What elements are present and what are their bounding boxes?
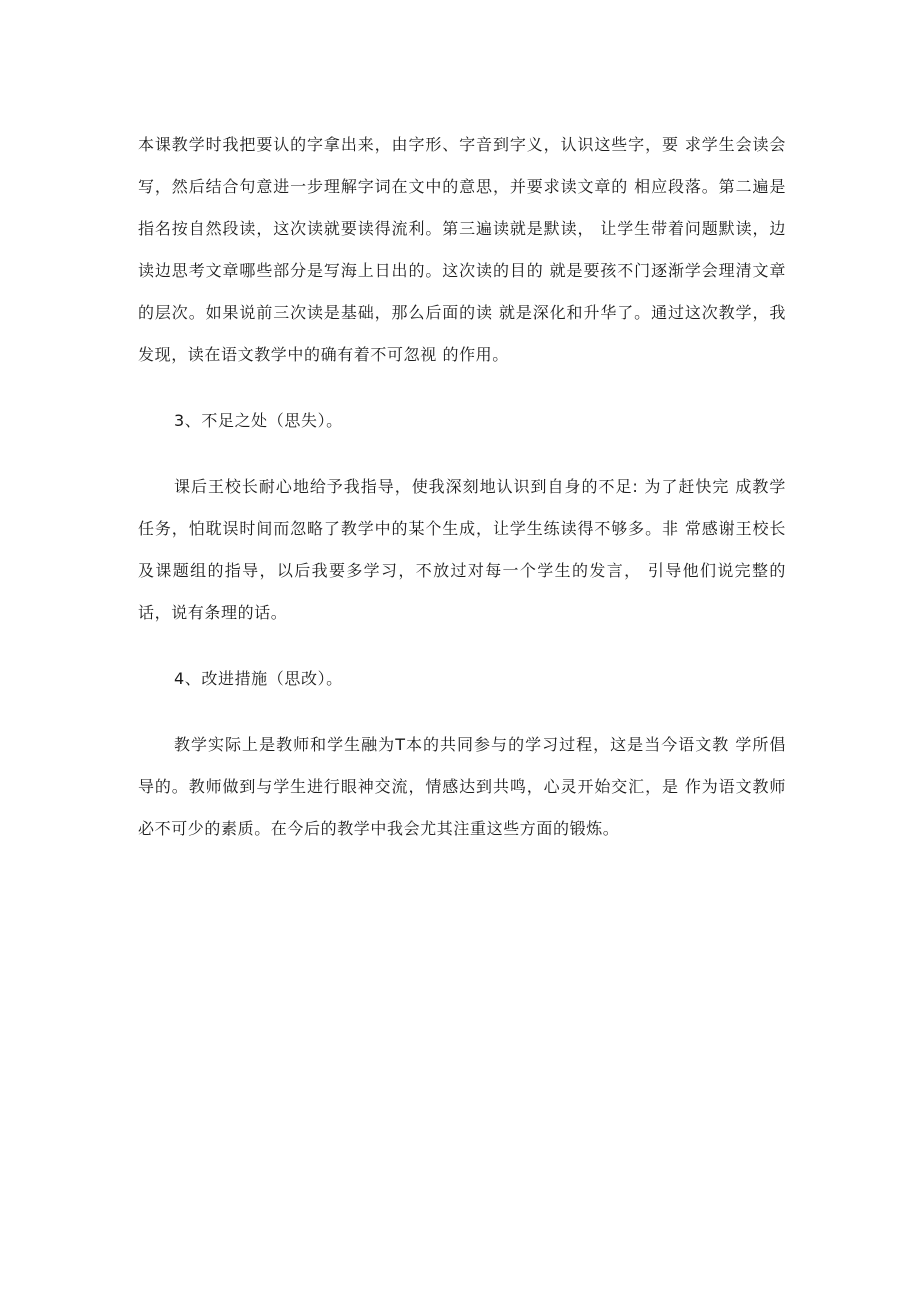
- document-page: [138, 124, 786, 850]
- paragraph-gap: [138, 634, 786, 650]
- paragraph-gap: [138, 376, 786, 392]
- section-heading-shortcomings: 3、不足之处（思失）。: [174, 411, 343, 430]
- paragraph-shortcomings: 课后王校长耐心地给予我指导，使我深刻地认识到自身的不足: 为了赶快完 成教学任务，怕耽误时间而忽略了教学中的某个生成，让学生练读得不够多。非 常感谢王校长及课题组的指导，以后我要多学习，不放过对每一个学生的发言， 引导他们说完整的话，说有条理的话。: [138, 477, 786, 622]
- paragraph-reading-method: 本课教学时我把要认的字拿出来，由字形、字音到字义，认识这些字，要 求学生会读会写，然后结合句意进一步理解字词在文中的意思，并要求读文章的 相应段落。第二遍是指名按自然段读，这次读就要读得流利。第三遍读就是默读， 让学生带着问题默读，边读边思考文章哪些部分是写海上日出的。这次读的目的 就是要孩不门逐渐学会理清文章的层次。如果说前三次读是基础，那么后面的读 就是深化和升华了。通过这次教学，我发现，读在语文教学中的确有着不可忽视 的作用。: [138, 135, 786, 364]
- paragraph-improvements: 教学实际上是教师和学生融为T本的共同参与的学习过程，这是当今语文教 学所倡导的。教师做到与学生进行眼神交流，情感达到共鸣，心灵开始交汇，是 作为语文教师必不可少的素质。在今后的教学中我会尤其注重这些方面的锻炼。: [138, 735, 786, 838]
- section-heading-improvements: 4、改进措施（思改）。: [174, 669, 343, 688]
